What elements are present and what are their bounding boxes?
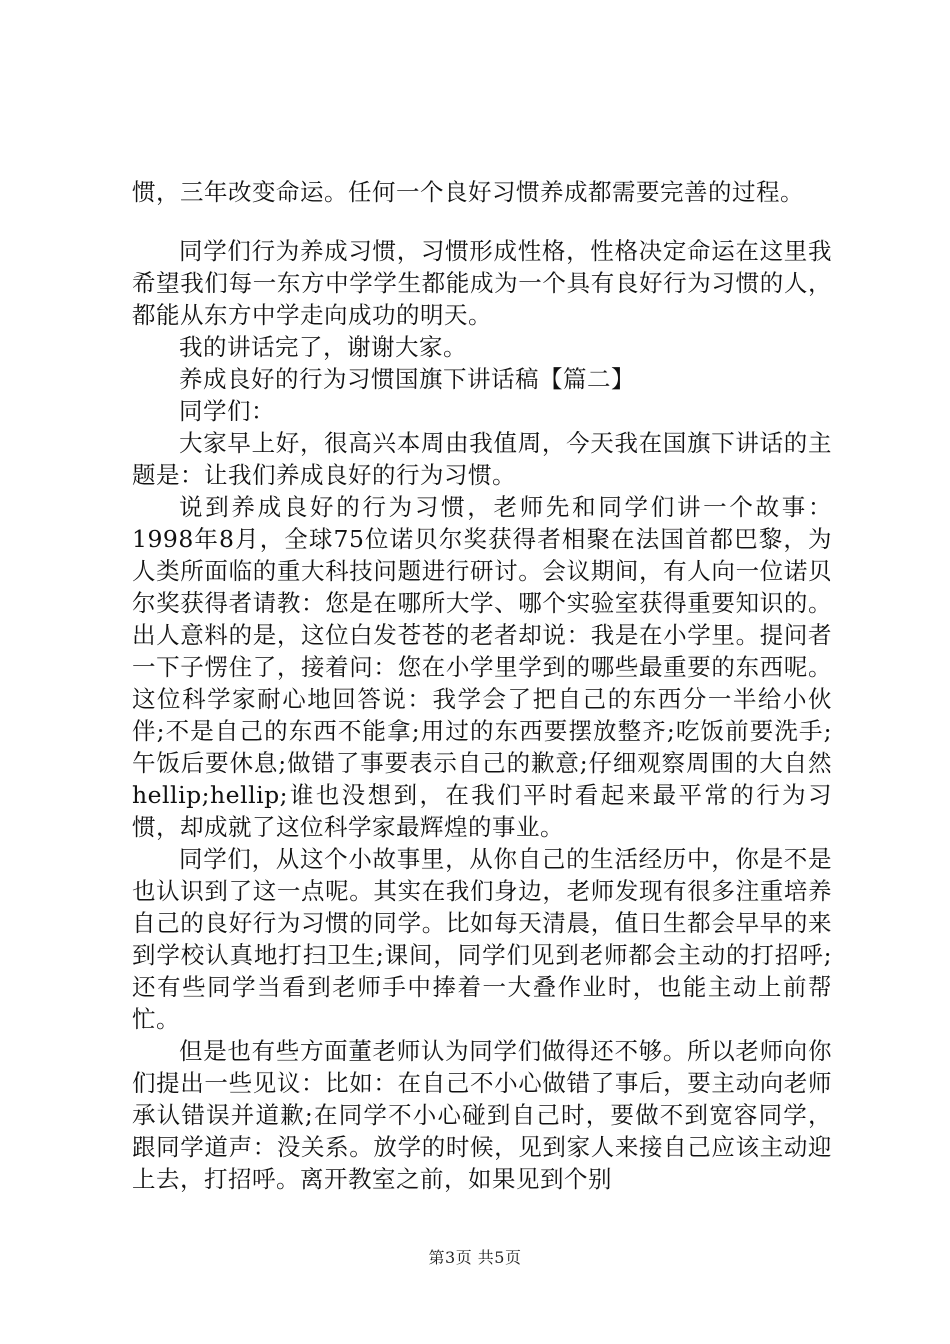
continued-line: 惯，三年改变命运。任何一个良好习惯养成都需要完善的过程。 xyxy=(132,178,804,206)
paragraph-suggestions: 但是也有些方面董老师认为同学们做得还不够。所以老师向你们提出一些见议：比如：在自己不小心做错了事后，要主动向老师承认错误并道歉;在同学不小心碰到自己时，要做不到宽容同学，跟同学道声：没关系。放学的时候，见到家人来接自己应该主动迎上去，打招呼。离开教室之前，如果见到个别 xyxy=(132,1037,832,1193)
section-title: 养成良好的行为习惯国旗下讲话稿【篇二】 xyxy=(179,365,635,393)
paragraph-closing: 我的讲话完了，谢谢大家。 xyxy=(179,333,467,361)
paragraph-story: 说到养成良好的行为习惯，老师先和同学们讲一个故事：1998年8月，全球75位诺贝尔奖获得者相聚在法国首都巴黎，为人类所面临的重大科技问题进行研讨。会议期间，有人向一位诺贝尔奖获得者请教：您是在哪所大学、哪个实验室获得重要知识的。出人意料的是，这位白发苍苍的老者却说：我是在小学里。提问者一下子愣住了，接着问：您在小学里学到的哪些最重要的东西呢。这位科学家耐心地回答说：我学会了把自己的东西分一半给小伙伴;不是自己的东西不能拿;用过的东西要摆放整齐;吃饭前要洗手;午饭后要休息;做错了事要表示自己的歉意;仔细观察周围的大自然hellip;hellip;谁也没想到，在我们平时看起来最平常的行为习惯，却成就了这位科学家最辉煌的事业。 xyxy=(132,493,832,841)
paragraph-greeting: 大家早上好，很高兴本周由我值周，今天我在国旗下讲话的主题是：让我们养成良好的行为习惯。 xyxy=(132,429,832,489)
salutation: 同学们： xyxy=(179,397,275,425)
page-number: 第3页 共5页 xyxy=(428,1248,522,1267)
paragraph-examples: 同学们，从这个小故事里，从你自己的生活经历中，你是不是也认识到了这一点呢。其实在我们身边，老师发现有很多注重培养自己的良好行为习惯的同学。比如每天清晨，值日生都会早早的来到学校认真地打扫卫生;课间，同学们见到老师都会主动的打招呼;还有些同学当看到老师手中捧着一大叠作业时，也能主动上前帮忙。 xyxy=(132,845,832,1033)
document-body xyxy=(132,235,832,1195)
paragraph-conclusion: 同学们行为养成习惯，习惯形成性格，性格决定命运在这里我希望我们每一东方中学学生都能成为一个具有良好行为习惯的人，都能从东方中学走向成功的明天。 xyxy=(132,237,832,329)
